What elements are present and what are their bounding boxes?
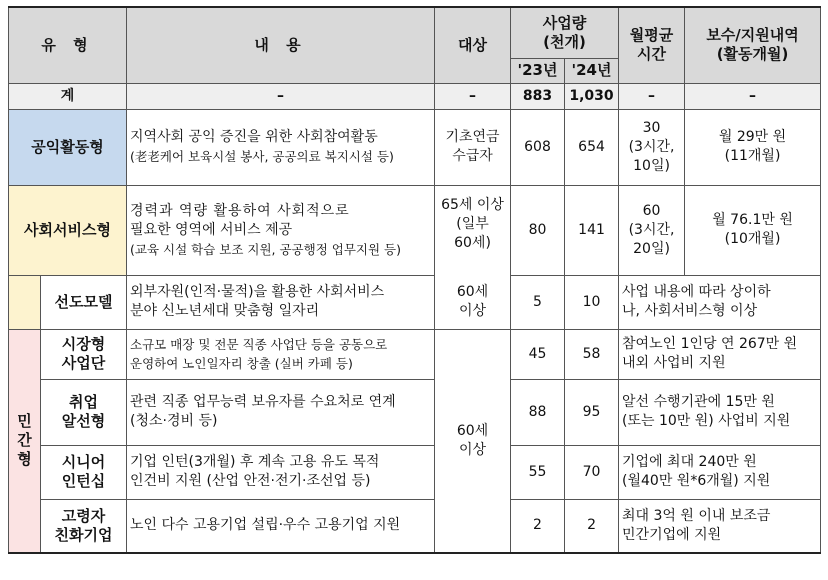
header-year-24: '24년 — [565, 58, 619, 83]
type-social-indent — [9, 275, 41, 329]
note-pilot: 사업 내용에 따라 상이하 나, 사회서비스형 이상 — [619, 275, 821, 329]
content-public: 지역사회 공익 증진을 위한 사회참여활동 (老老케어 보육시설 봉사, 공공의료 복지시설 등) — [127, 109, 435, 185]
pay-public: 월 29만 원 (11개월) — [685, 109, 821, 185]
type-pilot: 선도모델 — [41, 275, 127, 329]
type-friendly: 고령자 친화기업 — [41, 499, 127, 553]
target-public: 기초연금 수급자 — [435, 109, 511, 185]
type-private: 민 간 형 — [9, 329, 41, 553]
total-v23: 883 — [511, 83, 565, 109]
type-public: 공익활동형 — [9, 109, 127, 185]
type-market: 시장형 사업단 — [41, 329, 127, 379]
note-intern: 기업에 최대 240만 원 (월40만 원*6개월) 지원 — [619, 445, 821, 499]
header-type: 유 형 — [9, 7, 127, 83]
type-employ: 취업 알선형 — [41, 379, 127, 445]
senior-job-program-table — [8, 6, 821, 554]
v23-employ: 88 — [511, 379, 565, 445]
content-employ: 관련 직종 업무능력 보유자를 수요처로 연계 (청소·경비 등) — [127, 379, 435, 445]
pay-social: 월 76.1만 원 (10개월) — [685, 185, 821, 275]
type-intern: 시니어 인턴십 — [41, 445, 127, 499]
note-employ: 알선 수행기관에 15만 원 (또는 10만 원) 사업비 지원 — [619, 379, 821, 445]
v23-intern: 55 — [511, 445, 565, 499]
v23-public: 608 — [511, 109, 565, 185]
note-friendly: 최대 3억 원 이내 보조금 민간기업에 지원 — [619, 499, 821, 553]
v23-friendly: 2 — [511, 499, 565, 553]
header-content: 내 용 — [127, 7, 435, 83]
target-social: 65세 이상 (일부 60세) 60세 이상 — [435, 185, 511, 329]
header-hours: 월평균 시간 — [619, 7, 685, 83]
v23-market: 45 — [511, 329, 565, 379]
hours-public: 30 (3시간, 10일) — [619, 109, 685, 185]
total-v24: 1,030 — [565, 83, 619, 109]
header-target: 대상 — [435, 7, 511, 83]
v23-pilot: 5 — [511, 275, 565, 329]
v24-public: 654 — [565, 109, 619, 185]
total-target: – — [435, 83, 511, 109]
total-label: 계 — [9, 83, 127, 109]
hours-social: 60 (3시간, 20일) — [619, 185, 685, 275]
program-table-wrapper — [8, 6, 821, 554]
content-market: 소규모 매장 및 전문 직종 사업단 등을 공동으로 운영하여 노인일자리 창출 (실버 카페 등) — [127, 329, 435, 379]
total-pay: – — [685, 83, 821, 109]
v24-pilot: 10 — [565, 275, 619, 329]
type-social: 사회서비스형 — [9, 185, 127, 275]
target-private: 60세 이상 — [435, 329, 511, 553]
v24-friendly: 2 — [565, 499, 619, 553]
header-year-23: '23년 — [511, 58, 565, 83]
header-volume: 사업량 (천개) — [511, 7, 619, 58]
header-pay: 보수/지원내역 (활동개월) — [685, 7, 821, 83]
note-market: 참여노인 1인당 연 267만 원 내외 사업비 지원 — [619, 329, 821, 379]
total-hours: – — [619, 83, 685, 109]
v24-market: 58 — [565, 329, 619, 379]
content-social: 경력과 역량 활용하여 사회적으로 필요한 영역에 서비스 제공 (교육 시설 학습 보조 지원, 공공행정 업무지원 등) — [127, 185, 435, 275]
v24-social: 141 — [565, 185, 619, 275]
v24-intern: 70 — [565, 445, 619, 499]
content-friendly: 노인 다수 고용기업 설립·우수 고용기업 지원 — [127, 499, 435, 553]
v24-employ: 95 — [565, 379, 619, 445]
content-intern: 기업 인턴(3개월) 후 계속 고용 유도 목적 인건비 지원 (산업 안전·전기·조선업 등) — [127, 445, 435, 499]
content-pilot: 외부자원(인적·물적)을 활용한 사회서비스 분야 신노년세대 맞춤형 일자리 — [127, 275, 435, 329]
v23-social: 80 — [511, 185, 565, 275]
total-content: – — [127, 83, 435, 109]
